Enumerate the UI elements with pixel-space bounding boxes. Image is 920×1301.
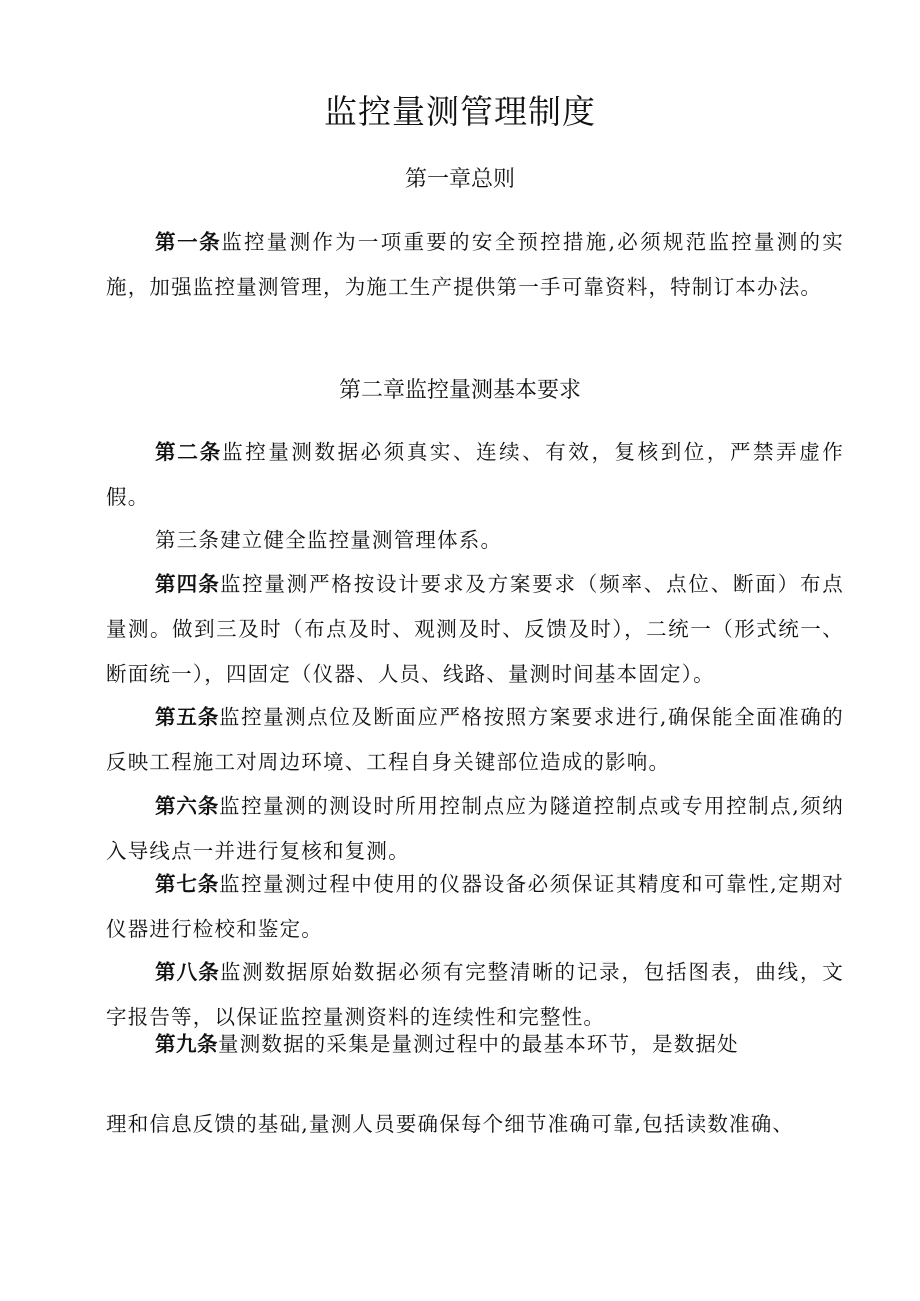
- article-label: 第五条: [155, 705, 220, 729]
- article-4: [106, 562, 844, 697]
- article-label: 第七条: [155, 872, 220, 896]
- article-9: [106, 1022, 844, 1067]
- article-text: 量测数据的采集是量测过程中的最基本环节，是数据处: [218, 1032, 739, 1056]
- article-9-continuation: 理和信息反馈的基础,量测人员要确保每个细节准确可靠,包括读数准确、: [106, 1112, 795, 1136]
- article-label: 第九条: [155, 1032, 218, 1056]
- article-text: 监控量测点位及断面应严格按照方案要求进行,确保能全面准确的反映工程施工对周边环境、工程自身关键部位造成的影响。: [106, 705, 845, 774]
- article-2: [106, 430, 844, 520]
- article-text: 监控量测过程中使用的仪器设备必须保证其精度和可靠性,定期对仪器进行检校和鉴定。: [106, 872, 845, 941]
- chapter-heading-1: 第一章总则: [404, 167, 515, 192]
- article-label: 第一条: [155, 230, 222, 254]
- article-label: 第八条: [155, 960, 220, 984]
- article-text: 监测数据原始数据必须有完整清晰的记录，包括图表，曲线，文字报告等，以保证监控量测资料的连续性和完整性。: [106, 960, 844, 1029]
- article-7: [106, 862, 844, 952]
- article-text: 监控量测数据必须真实、连续、有效，复核到位，严禁弄虚作假。: [106, 440, 845, 509]
- article-6: [106, 784, 844, 874]
- article-label: 第二条: [155, 440, 223, 464]
- chapter-heading-2: 第二章监控量测基本要求: [338, 378, 581, 403]
- article-label: 第六条: [155, 794, 220, 818]
- article-1: [106, 220, 844, 310]
- article-text: 监控量测的测设时所用控制点应为隧道控制点或专用控制点,须纳入导线点一并进行复核和复测。: [106, 794, 845, 863]
- article-5: [106, 695, 844, 785]
- document-title: 监控量测管理制度: [324, 92, 596, 131]
- article-text: 第三条建立健全监控量测管理体系。: [155, 528, 503, 552]
- article-text: 监控量测作为一项重要的安全预控措施,必须规范监控量测的实施，加强监控量测管理，为施工生产提供第一手可靠资料，特制订本办法。: [106, 230, 845, 299]
- article-3: [106, 518, 844, 563]
- article-label: 第四条: [155, 572, 220, 596]
- article-text: 监控量测严格按设计要求及方案要求（频率、点位、断面）布点量测。做到三及时（布点及时、观测及时、反馈及时），二统一（形式统一、断面统一），四固定（仪器、人员、线路、量测时间基本固定）。: [106, 572, 844, 686]
